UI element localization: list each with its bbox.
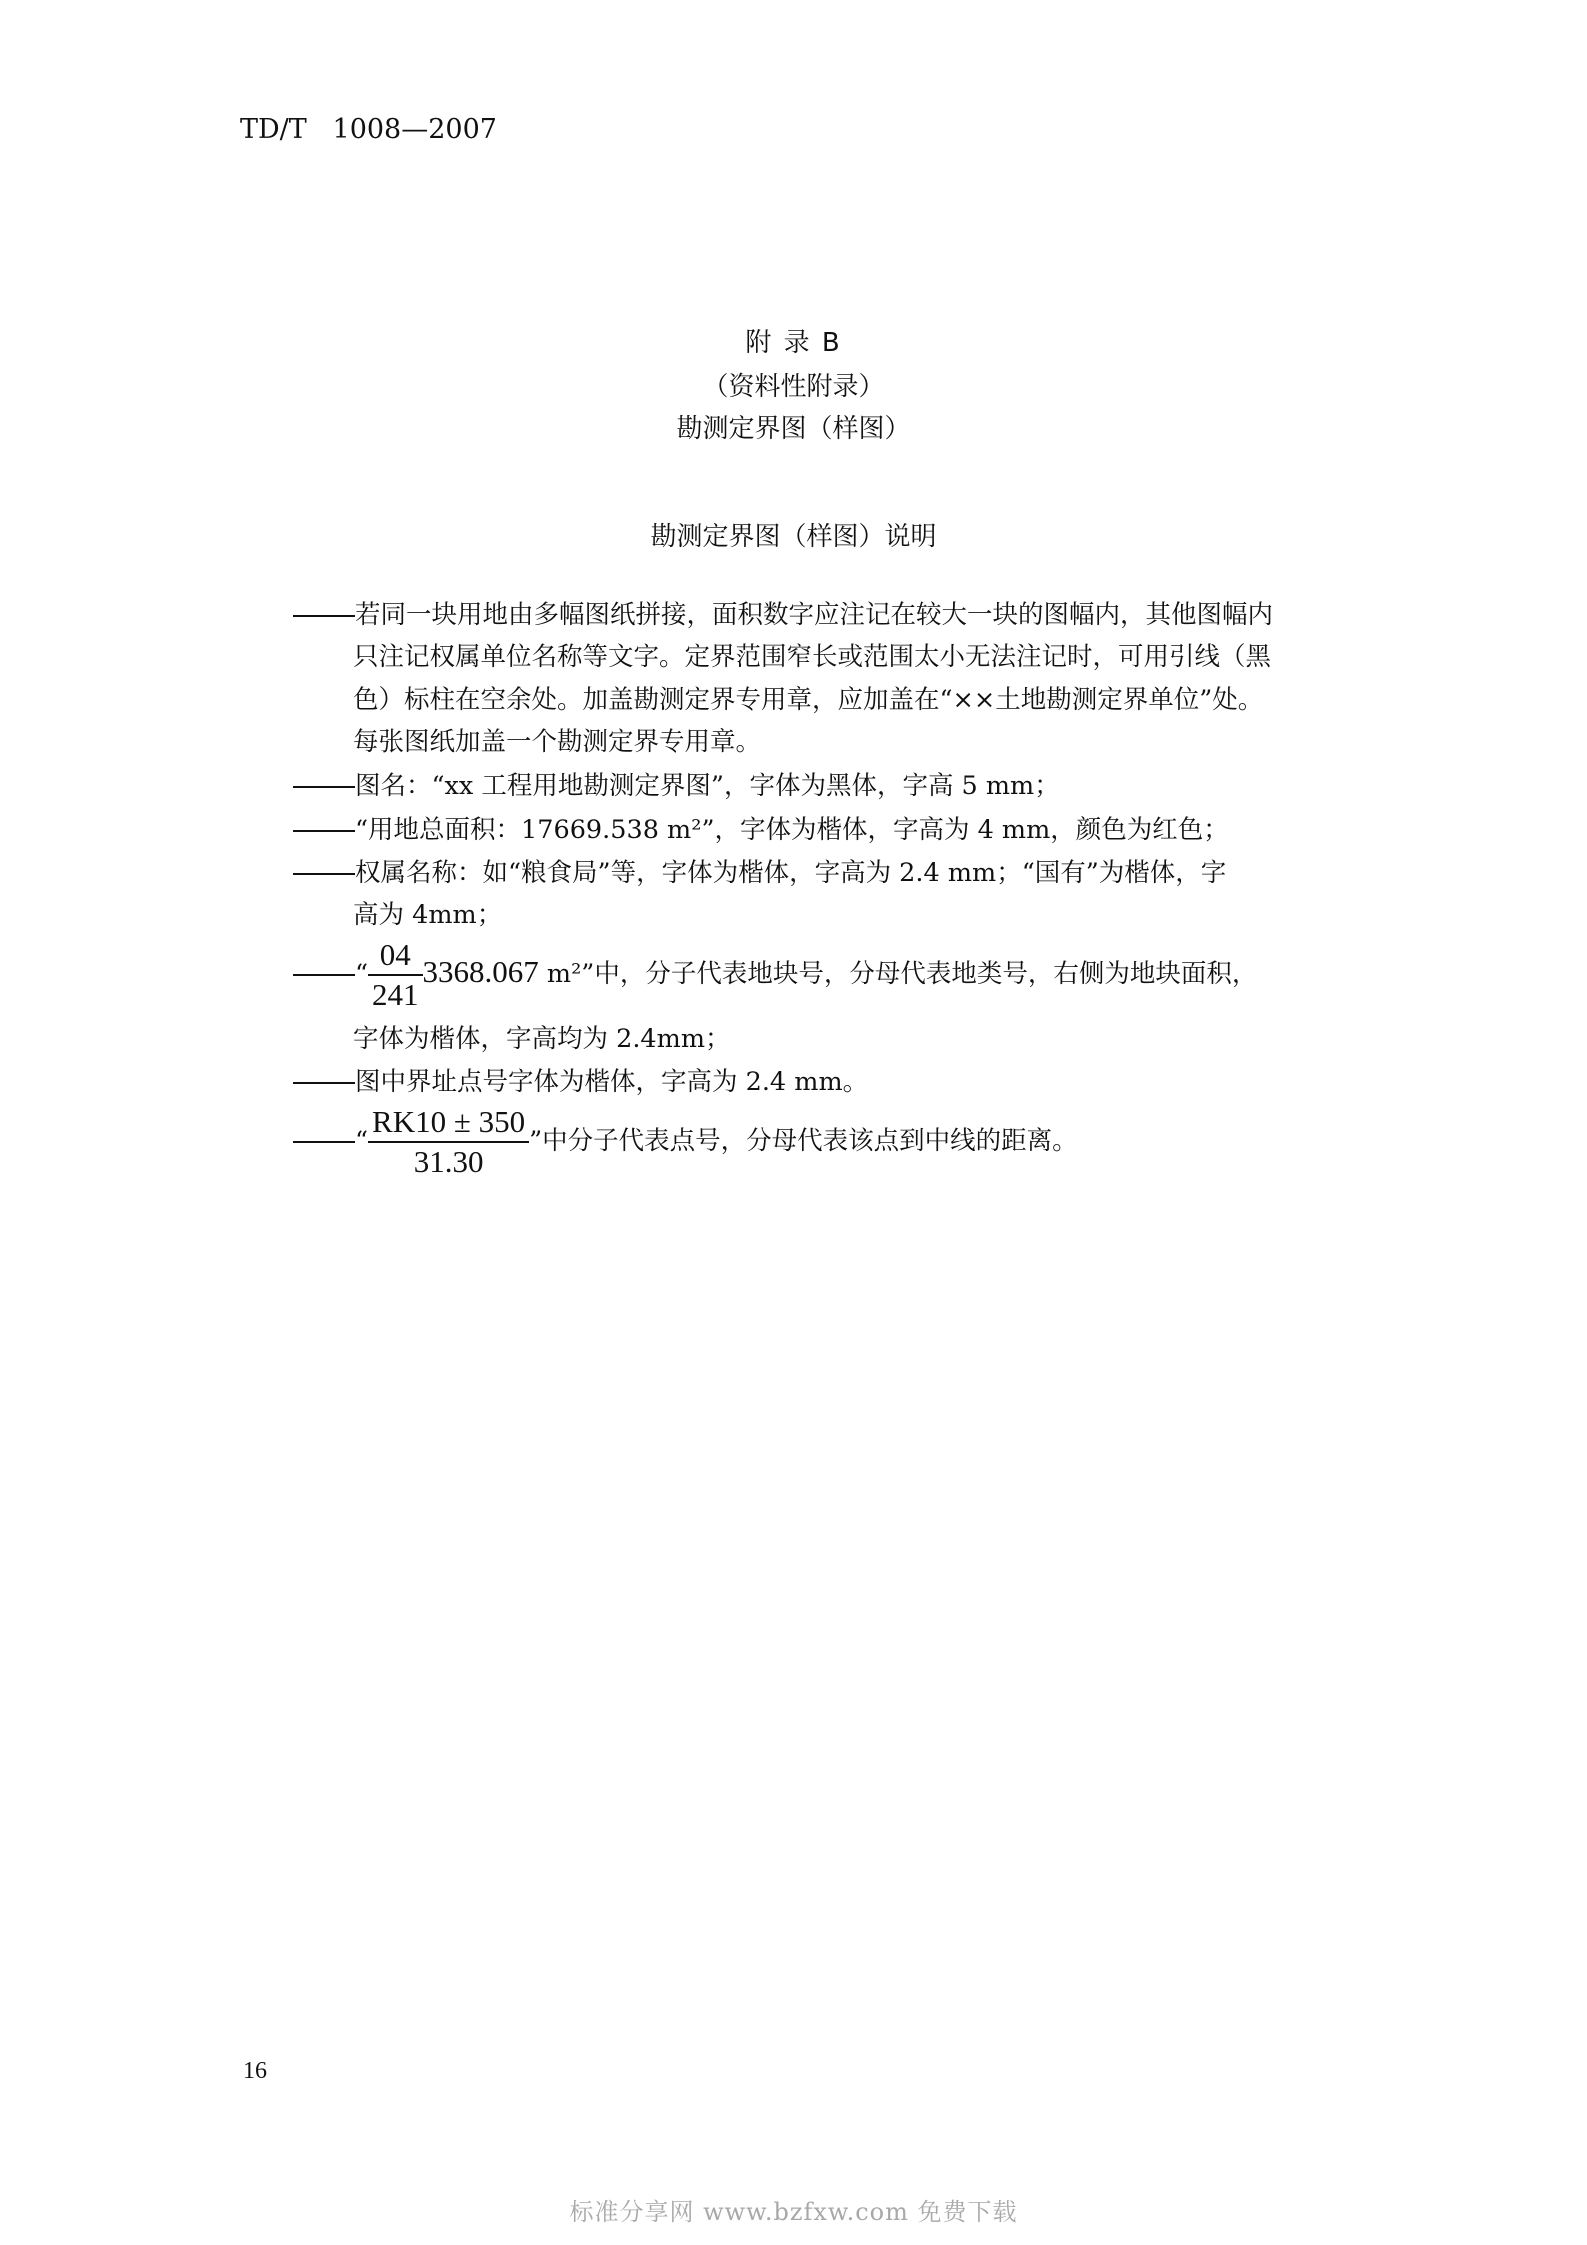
em-dash [293, 1082, 355, 1084]
list-item: “用地总面积：17669.538 m²”，字体为楷体，字高为 4 mm，颜色为红色； [293, 810, 1229, 846]
list-item: 图中界址点号字体为楷体，字高为 2.4 mm。 [293, 1062, 868, 1098]
list-item-cont: 只注记权属单位名称等文字。定界范围窄长或范围太小无法注记时，可用引线（黑 [353, 642, 1272, 672]
list-item: “ $\frac{RK10 \pm 350}{31.30}$ ”中分子代表点号，分母代表该点到中线的距离。 [293, 1103, 1078, 1181]
fraction-numerator: 04 [368, 936, 423, 976]
list-item-cont: 字体为楷体，字高均为 2.4mm； [353, 1024, 731, 1054]
list-item-cont: 色）标柱在空余处。加盖勘测定界专用章，应加盖在“××土地勘测定界单位”处。 [353, 685, 1264, 715]
area-value: 3368.067 [422, 954, 539, 989]
document-code: TD/T 1008—2007 [240, 114, 497, 145]
list-item-cont: 每张图纸加盖一个勘测定界专用章。 [353, 727, 762, 757]
em-dash [293, 830, 355, 832]
fraction-denominator: 241 [372, 977, 419, 1012]
fraction-numerator: RK10 ± 350 [368, 1103, 529, 1143]
list-item: 权属名称：如“粮食局”等，字体为楷体，字高为 2.4 mm；“国有”为楷体，字 [293, 853, 1226, 889]
fraction-denominator: 31.30 [413, 1144, 484, 1179]
list-item-cont: 高为 4mm； [353, 900, 503, 930]
fraction [368, 936, 423, 1014]
list-item: 若同一块用地由多幅图纸拼接，面积数字应注记在较大一块的图幅内，其他图幅内 [293, 595, 1273, 631]
em-dash [293, 786, 355, 788]
list-item: 图名：“xx 工程用地勘测定界图”，字体为黑体，字高 5 mm； [293, 766, 1060, 802]
em-dash [293, 615, 355, 617]
em-dash [293, 873, 355, 875]
footer-watermark: 标准分享网 www.bzfxw.com 免费下载 [569, 2198, 1018, 2226]
section-heading: 勘测定界图（样图）说明 [650, 522, 937, 552]
em-dash [293, 974, 355, 976]
fraction [368, 1103, 529, 1181]
appendix-type: （资料性附录） [702, 372, 885, 402]
appendix-name: 勘测定界图（样图） [676, 414, 911, 444]
em-dash [293, 1141, 355, 1143]
page-number: 16 [243, 2058, 267, 2084]
list-item: “ $\frac{04}{241}$ 3368.067 m²”中，分子代表地块号，分母代表地类号，右侧为地块面积， [293, 936, 1257, 1014]
appendix-title: 附 录 B [745, 328, 842, 358]
